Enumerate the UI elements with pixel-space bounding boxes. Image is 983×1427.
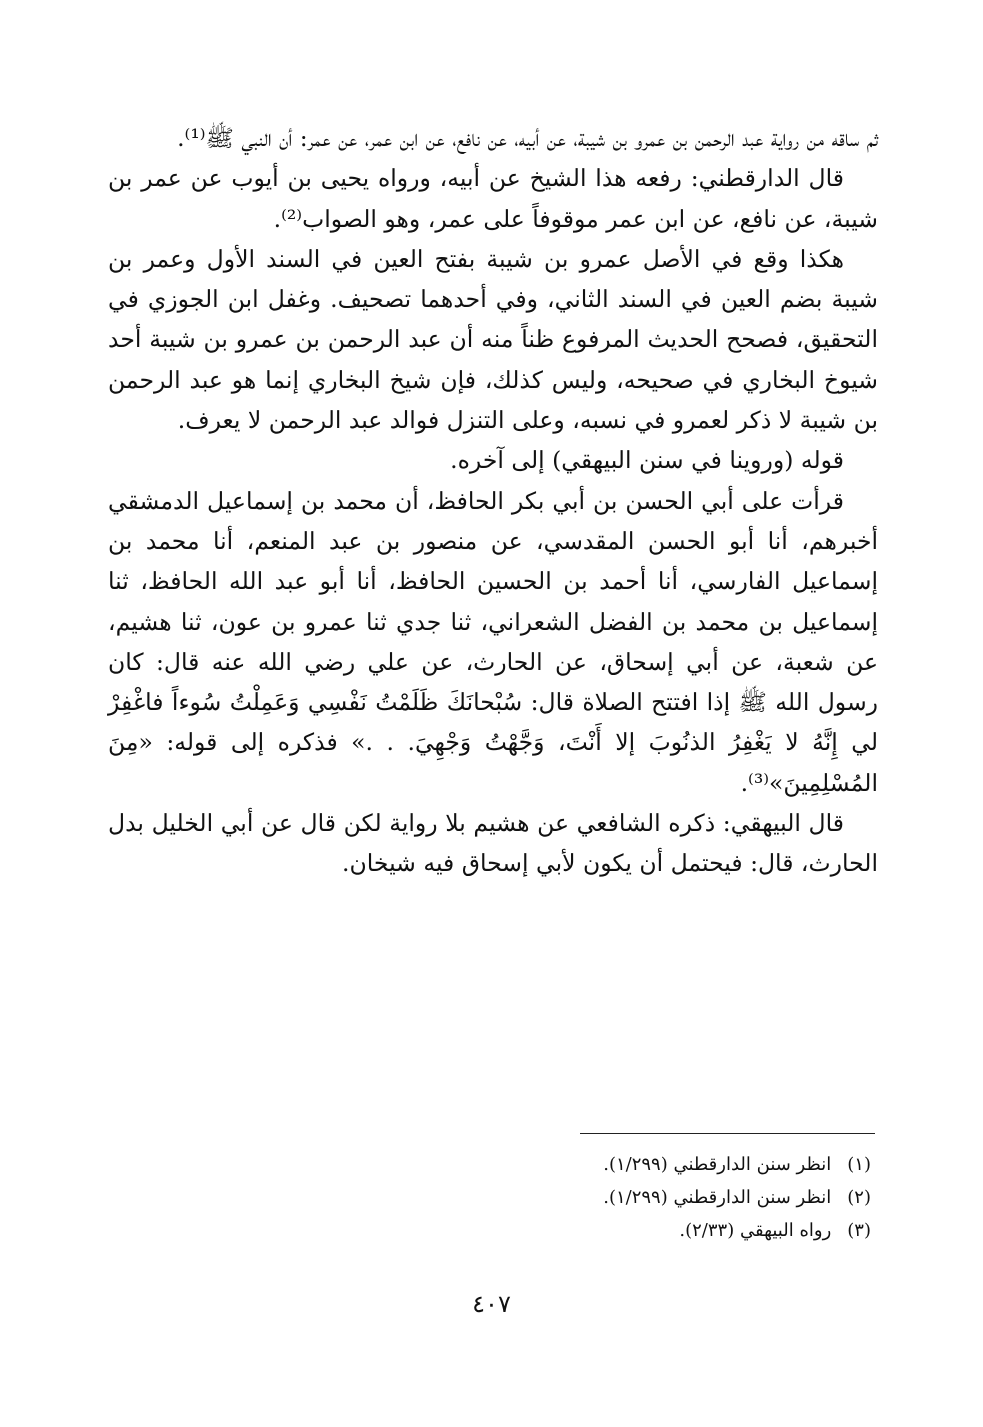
- paragraph-6: قال البيهقي: ذكره الشافعي عن هشيم بلا رواية لكن قال عن أبي الخليل بدل الحارث، قال: فيحتمل أن يكون لأبي إسحاق فيه شيخان.: [108, 809, 878, 878]
- footnote-number: (١): [847, 1154, 871, 1175]
- footnote-3: [105, 1214, 875, 1247]
- paragraph-4: قوله (وروينا في سنن البيهقي) إلى آخره.: [450, 446, 844, 475]
- footnote-text: انظر سنن الدارقطني (١/٢٩٩).: [603, 1154, 832, 1175]
- footnote-number: (٣): [847, 1220, 871, 1241]
- footnote-divider: [580, 1133, 875, 1134]
- footnote-number: (٢): [847, 1187, 871, 1208]
- paragraph-3: هكذا وقع في الأصل عمرو بن شيبة بفتح العين في السند الأول وعمر بن شيبة بضم العين في السند الثاني، وفي أحدهما تصحيف. وغفل ابن الجوزي في التحقيق، فصحح الحديث المرفوع ظناً منه أن عبد الرحمن بن عمرو بن شيبة أحد شيوخ البخاري في صحيحه، وليس كذلك، فإن شيخ البخاري إنما هو عبد الرحمن بن شيبة لا ذكر لعمرو في نسبه، وعلى التنزل فوالد عبد الرحمن لا يعرف.: [108, 244, 878, 435]
- paragraph-5: قرأت على أبي الحسن بن أبي بكر الحافظ، أن محمد بن إسماعيل الدمشقي أخبرهم، أنا أبو الحسن المقدسي، عن منصور بن عبد المنعم، أنا محمد بن إسماعيل الفارسي، أنا أحمد بن الحسين الحافظ، أنا أبو عبد الله الحافظ، ثنا إسماعيل بن محمد بن الفضل الشعراني، ثنا جدي ثنا عمرو بن عون، ثنا هشيم، عن شعبة، عن أبي إسحاق، عن الحارث، عن علي رضي الله عنه قال: كان رسول الله ﷺ إذا افتتح الصلاة قال: سُبْحانَكَ ظَلَمْتُ نَفْسِي وَعَمِلْتُ سُوءاً فاغْفِرْ لي إِنَّهُ لا يَغْفِرُ الذنُوبَ إلا أَنْتَ، وَجَّهْتُ وَجْهِيَ. . .» فذكره إلى قوله: «مِنَ المُسْلِمِينَ»⁽³⁾.: [108, 486, 878, 797]
- page-number: ٤٠٧: [472, 1290, 511, 1318]
- footnote-2: [105, 1181, 875, 1214]
- footnote-1: [105, 1148, 875, 1181]
- footnote-text: انظر سنن الدارقطني (١/٢٩٩).: [603, 1187, 832, 1208]
- footnote-text: رواه البيهقي (٢/٣٣).: [679, 1220, 832, 1241]
- footnotes: [105, 1148, 875, 1247]
- page-body: [108, 118, 878, 884]
- paragraph-1: ثم ساقه من رواية عبد الرحمن بن عمرو بن شيبة، عن أبيه، عن نافع، عن ابن عمر، عن عمر: أن النبي ﷺ⁽¹⁾.: [177, 124, 878, 152]
- paragraph-2: قال الدارقطني: رفعه هذا الشيخ عن أبيه، ورواه يحيى بن أيوب عن عمر بن شيبة، عن نافع، عن ابن عمر موقوفاً على عمر، وهو الصواب⁽²⁾.: [108, 164, 878, 233]
